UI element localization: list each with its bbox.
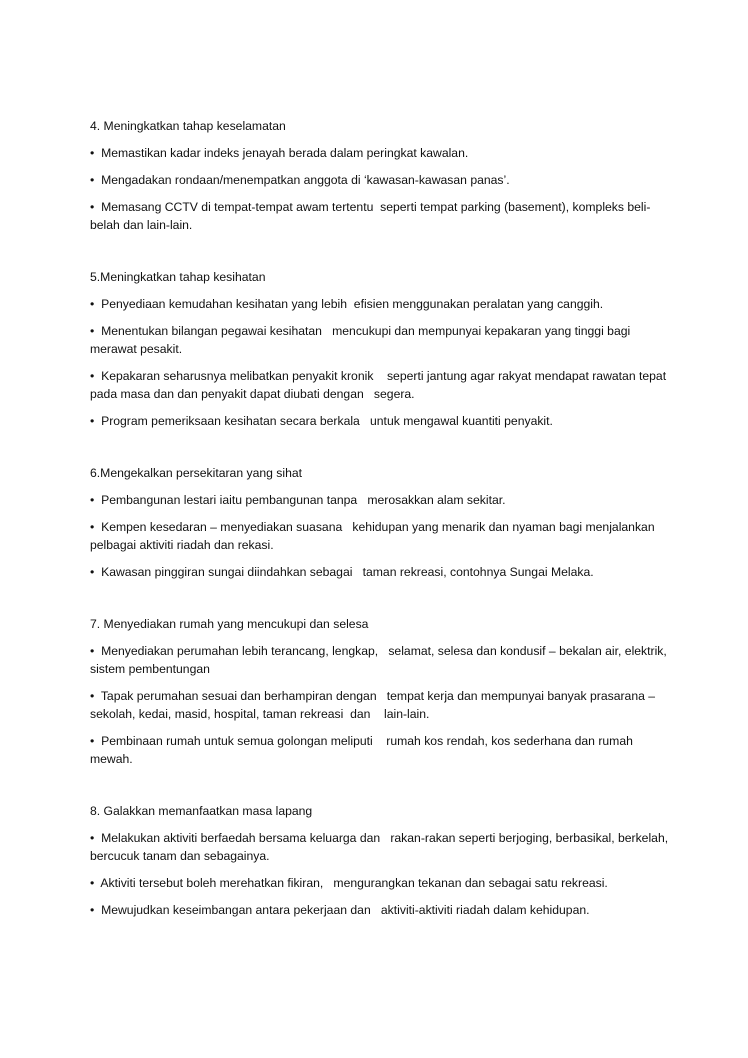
bullet-item [90, 563, 670, 581]
bullet-icon: • [90, 565, 95, 579]
bullet-item [90, 491, 670, 509]
bullet-icon: • [90, 689, 95, 703]
bullet-item [90, 874, 670, 892]
bullet-icon: • [90, 414, 95, 428]
section-rumah [90, 615, 677, 768]
bullet-text: Tapak perumahan sesuai dan berhampiran dengan tempat kerja dan mempunyai banyak prasarana – sekolah, kedai, masid, hospital, taman rekreasi dan lain-lain. [90, 689, 666, 721]
section-persekitaran [90, 464, 670, 581]
bullet-item [90, 171, 670, 189]
bullet-item [90, 687, 670, 723]
bullet-icon: • [90, 876, 95, 890]
section-heading: 4. Meningkatkan tahap keselamatan [90, 119, 286, 133]
bullet-item [90, 322, 670, 358]
bullet-icon: • [90, 831, 95, 845]
bullet-icon: • [90, 146, 95, 160]
bullet-text: Memasang CCTV di tempat-tempat awam tertentu seperti tempat parking (basement), kompleks beli-belah dan lain-lain. [90, 200, 651, 232]
section-spacer [90, 590, 670, 615]
bullet-icon: • [90, 493, 95, 507]
bullet-text: Menyediakan perumahan lebih terancang, lengkap, selamat, selesa dan kondusif – bekalan air, elektrik, sistem pembentungan [90, 644, 677, 676]
bullet-icon: • [90, 903, 95, 917]
bullet-text: Aktiviti tersebut boleh merehatkan fikiran, mengurangkan tekanan dan sebagai satu rekreasi. [100, 876, 608, 890]
bullet-item [90, 295, 670, 313]
section-masa-lapang [90, 802, 679, 919]
section-keselamatan [90, 117, 670, 234]
bullet-item [90, 367, 677, 403]
bullet-text: Pembinaan rumah untuk semua golongan meliputi rumah kos rendah, kos sederhana dan rumah mewah. [90, 734, 637, 766]
document-page [90, 117, 679, 928]
bullet-text: Kepakaran seharusnya melibatkan penyakit kronik seperti jantung agar rakyat mendapat rawatan tepat pada masa dan dan penyakit dapat diubati dengan segera. [90, 369, 677, 401]
bullet-text: Kempen kesedaran – menyediakan suasana kehidupan yang menarik dan nyaman bagi menjalankan pelbagai aktiviti riadah dan rekasi. [90, 520, 658, 552]
bullet-text: Pembangunan lestari iaitu pembangunan tanpa merosakkan alam sekitar. [101, 493, 506, 507]
bullet-icon: • [90, 520, 95, 534]
bullet-item [90, 901, 670, 919]
section-spacer [90, 439, 670, 464]
section-heading: 7. Menyediakan rumah yang mencukupi dan selesa [90, 617, 369, 631]
bullet-icon: • [90, 324, 95, 338]
bullet-item [90, 829, 679, 865]
bullet-icon: • [90, 173, 95, 187]
bullet-text: Melakukan aktiviti berfaedah bersama keluarga dan rakan-rakan seperti berjoging, berbasikal, berkelah, bercucuk tanam dan sebagainya. [90, 831, 679, 863]
bullet-icon: • [90, 644, 95, 658]
bullet-item [90, 412, 670, 430]
section-heading: 6.Mengekalkan persekitaran yang sihat [90, 466, 303, 480]
section-kesihatan [90, 268, 677, 430]
bullet-icon: • [90, 369, 95, 383]
bullet-text: Mengadakan rondaan/menempatkan anggota di ‘kawasan-kawasan panas’. [101, 173, 510, 187]
bullet-text: Program pemeriksaan kesihatan secara berkala untuk mengawal kuantiti penyakit. [101, 414, 553, 428]
bullet-item [90, 642, 677, 678]
bullet-icon: • [90, 200, 95, 214]
bullet-icon: • [90, 734, 95, 748]
bullet-text: Menentukan bilangan pegawai kesihatan mencukupi dan mempunyai kepakaran yang tinggi bagi merawat pesakit. [90, 324, 634, 356]
section-spacer [90, 777, 670, 802]
section-heading: 8. Galakkan memanfaatkan masa lapang [90, 804, 313, 818]
bullet-icon: • [90, 297, 95, 311]
bullet-item [90, 198, 670, 234]
bullet-item [90, 732, 670, 768]
bullet-text: Memastikan kadar indeks jenayah berada dalam peringkat kawalan. [101, 146, 469, 160]
bullet-item [90, 518, 670, 554]
section-heading: 5.Meningkatkan tahap kesihatan [90, 270, 266, 284]
bullet-text: Kawasan pinggiran sungai diindahkan sebagai taman rekreasi, contohnya Sungai Melaka. [101, 565, 594, 579]
bullet-item [90, 144, 670, 162]
bullet-text: Mewujudkan keseimbangan antara pekerjaan dan aktiviti-aktiviti riadah dalam kehidupan. [101, 903, 590, 917]
bullet-text: Penyediaan kemudahan kesihatan yang lebih efisien menggunakan peralatan yang canggih. [101, 297, 604, 311]
section-spacer [90, 243, 670, 268]
